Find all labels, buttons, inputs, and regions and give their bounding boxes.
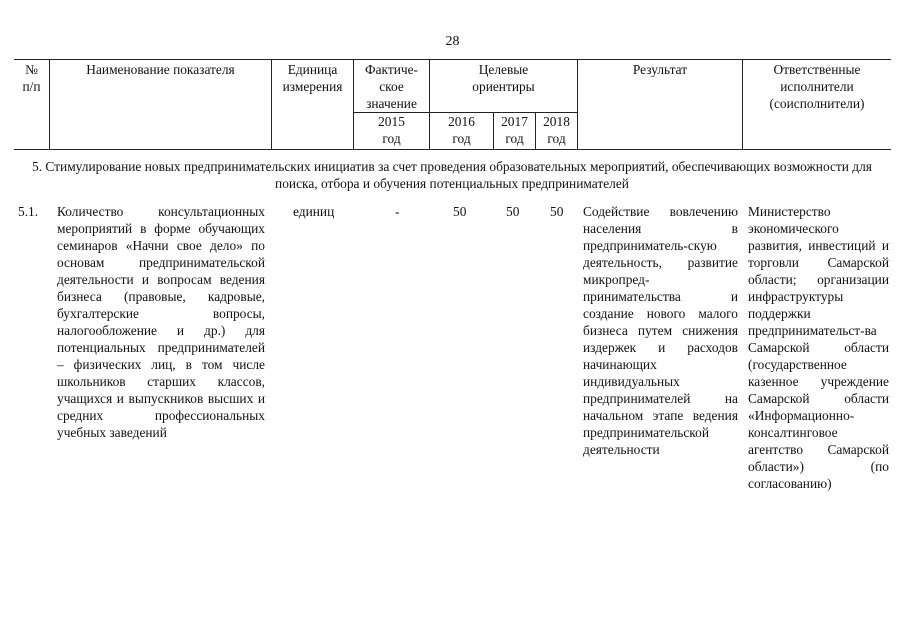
row-target-2017: 50	[506, 204, 520, 219]
header-actual: Фактиче- ское значение	[364, 62, 418, 111]
row-target-2016: 50	[453, 204, 467, 219]
row-result: Содействие вовлечению населения в предприниматель-скую деятельность, развитие микропред-принимательства и создание нового малого бизнеса путем снижения издержек и расходов начинающих индивидуальных предпринимателей на начальном этапе ведения предпринимательской деятельности	[583, 204, 738, 457]
section-title: 5. Стимулирование новых предпринимательских инициатив за счет проведения образовательных мероприятий, обеспечивающих возможности для поиска, отбора и обучения потенциальных предпринимателей	[32, 159, 872, 191]
page-number: 28	[445, 34, 460, 49]
header-year-2018: 2018 год	[543, 114, 570, 146]
header-name: Наименование показателя	[86, 62, 235, 77]
row-target-2018: 50	[550, 204, 564, 219]
row-actual-2015: -	[395, 204, 400, 219]
row-unit: единиц	[293, 204, 335, 219]
header-year-2016: 2016 год	[448, 114, 475, 146]
header-targets: Целевые ориентиры	[472, 62, 535, 94]
header-unit: Единица измерения	[282, 62, 343, 94]
table-border-bottom	[14, 149, 891, 150]
row-responsible: Министерство экономического развития, инвестиций и торговли Самарской области; организации инфраструктуры поддержки предпринимательст-ва Самарской области (государственное казенное учреждение Самарской области «Информационно-консалтинговое агентство Самарской области») (по согласованию)	[748, 204, 889, 491]
row-num: 5.1.	[18, 204, 39, 219]
header-result: Результат	[632, 62, 688, 77]
header-responsible: Ответственные исполнители (соисполнители)	[769, 62, 865, 111]
header-year-2017: 2017 год	[501, 114, 528, 146]
header-year-2015: 2015 год	[378, 114, 405, 146]
table-border-top	[14, 59, 891, 60]
row-name: Количество консультационных мероприятий в форме обучающих семинаров «Начни свое дело» по основам предпринимательской деятельности и вопросам ведения бизнеса (правовые, кадровые, бухгалтерские вопросы, налогообложение и др.) для потенциальных предпринимателей – физических лиц, в том числе школьников старших классов, учащихся и выпускников высших и средних профессиональных учебных заведений	[57, 204, 265, 440]
header-num: № п/п	[22, 62, 41, 94]
